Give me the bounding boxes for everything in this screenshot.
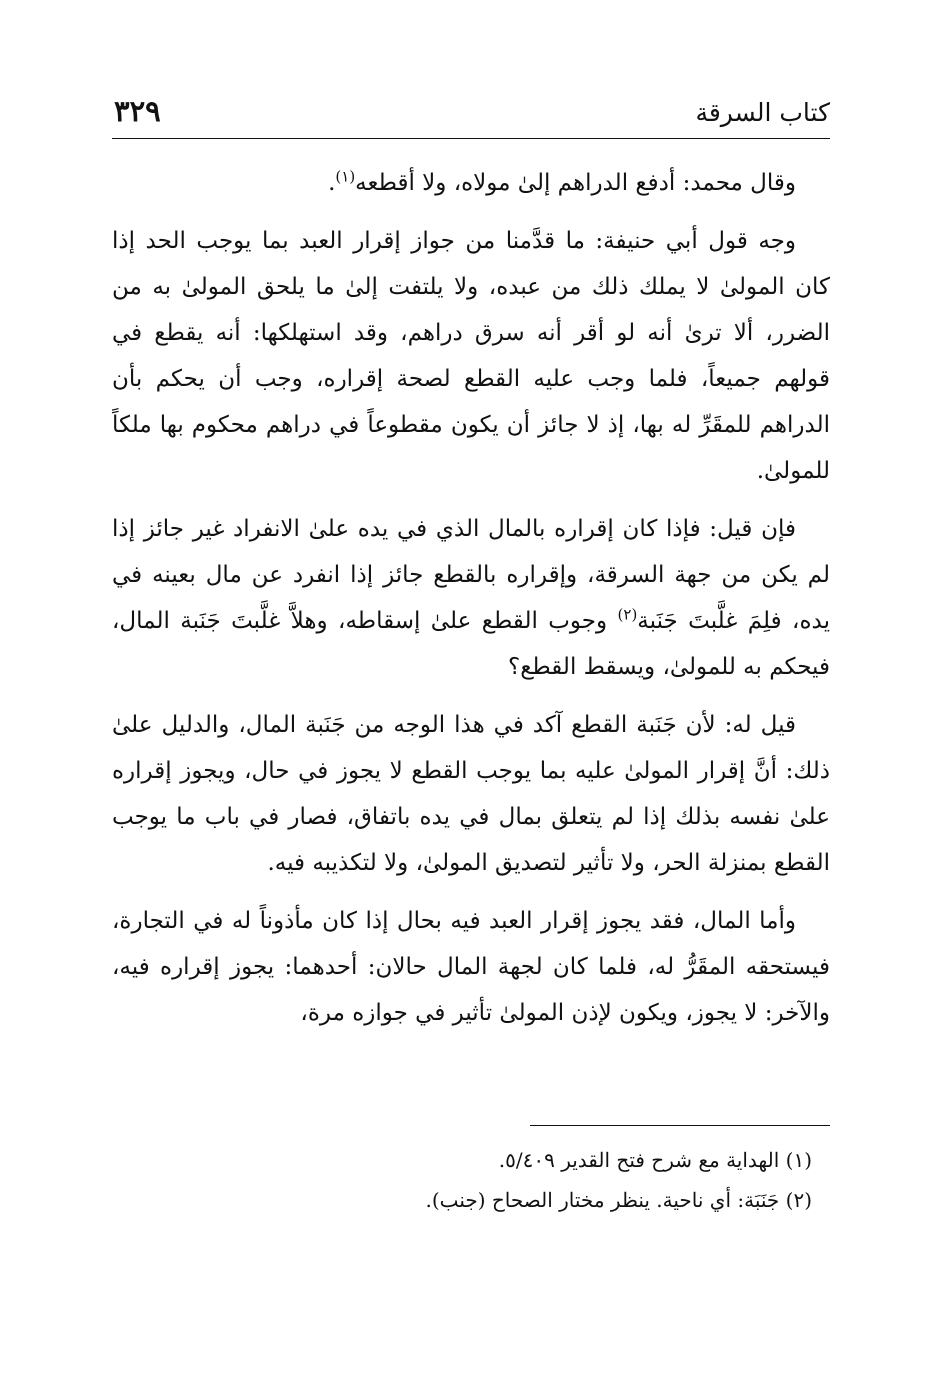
paragraph-tail: وجوب القطع علىٰ إسقاطه، وهلاَّ غلَّبتَ جَنَبة المال، فيحكم به للمولىٰ، ويسقط القطع؟	[112, 608, 830, 680]
paragraph-text: وجه قول أبي حنيفة: ما قدَّمنا من جواز إقرار العبد بما يوجب الحد إذا كان المولىٰ لا يملك ذلك من عبده، ولا يلتفت إلىٰ ما يلحق المولىٰ به من الضرر، ألا ترىٰ أنه لو أقر أنه سرق دراهم، وقد استهلكها: أنه يقطع في قولهم جميعاً، فلما وجب عليه القطع لصحة إقراره، وجب أن يحكم بأن الدراهم للمقَرِّ له بها، إذ لا جائز أن يكون مقطوعاً في دراهم محكوم بها ملكاً للمولىٰ.	[112, 228, 830, 484]
footnote-reference: (٢)	[617, 605, 638, 624]
paragraph	[112, 898, 830, 1036]
page-header	[112, 88, 830, 139]
footnote-divider	[530, 1125, 830, 1126]
footnote: (٢) جَنَبَة: أي ناحية. ينظر مختار الصحاح (جنب).	[425, 1188, 812, 1212]
paragraph-text: قيل له: لأن جَنَبة القطع آكد في هذا الوجه من جَنَبة المال، والدليل علىٰ ذلك: أنَّ إقرار المولىٰ عليه بما يوجب القطع لا يجوز في حال، ويجوز إقراره علىٰ نفسه بذلك إذا لم يتعلق بمال في يده باتفاق، فصار في باب ما يوجب القطع بمنزلة الحر، ولا تأثير لتصديق المولىٰ، ولا لتكذيبه فيه.	[112, 712, 830, 876]
paragraph	[112, 702, 830, 886]
footnotes	[112, 1140, 830, 1220]
paragraph-text: وأما المال، فقد يجوز إقرار العبد فيه بحال إذا كان مأذوناً له في التجارة، فيستحقه المقَرُّ له، فلما كان لجهة المال حالان: أحدهما: يجوز إقراره فيه، والآخر: لا يجوز، ويكون لإذن المولىٰ تأثير في جوازه مرة،	[112, 908, 830, 1026]
paragraph	[112, 506, 830, 690]
main-text	[112, 160, 830, 1048]
paragraph-text: فإن قيل: فإذا كان إقراره بالمال الذي في يده علىٰ الانفراد غير جائز إذا لم يكن من جهة السرقة، وإقراره بالقطع جائز إذا انفرد عن مال بعينه في يده، فلِمَ غلَّبتَ جَنَبة	[112, 516, 830, 634]
paragraph-text: وقال محمد: أدفع الدراهم إلىٰ مولاه، ولا أقطعه	[355, 170, 796, 196]
footnote: (١) الهداية مع شرح فتح القدير ٥/٤٠٩.	[498, 1148, 812, 1172]
page-number: ٣٢٩	[114, 94, 161, 128]
paragraph	[112, 218, 830, 494]
paragraph-tail: .	[328, 170, 336, 196]
footnote-reference: (١)	[335, 167, 356, 186]
paragraph	[112, 160, 830, 206]
running-title: كتاب السرقة	[695, 98, 830, 127]
